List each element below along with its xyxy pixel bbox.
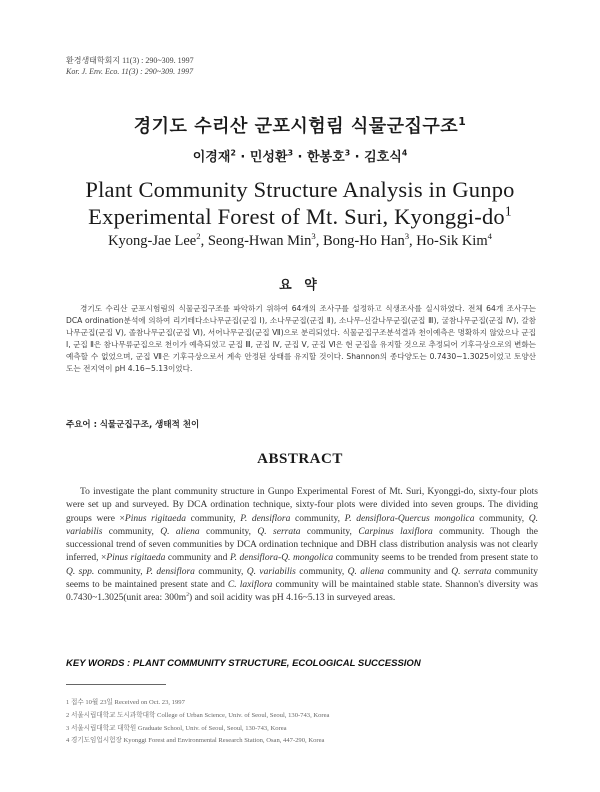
abstract-species-name: P. densiflora — [146, 566, 195, 577]
title-korean-footnote-mark: 1 — [458, 115, 467, 128]
author-en-2: Seong-Hwan Min — [207, 233, 312, 249]
abstract-species-name: Q. aliena — [347, 566, 385, 577]
korean-abstract-body: 경기도 수리산 군포시험림의 식물군집구조를 파악하기 위하여 64개의 조사구를 설정하고 식생조사를 실시하였다. 전체 64개 조사구는 DCA ordination분석에 의하여 리기테다소나무군집(군집 Ⅰ), 소나무군집(군집 Ⅱ), 소나무-신갈나무군집(군집 Ⅲ), 굴참나무군집(군집 Ⅳ), 갈참나무군집(군집 Ⅴ), 졸참나무군집(군집 Ⅵ), 서어나무군집(군집 Ⅶ)으로 분리되었다. 식물군집구조분석결과 천이예측은 명확하지 않았으나 군집 Ⅰ, 군집 Ⅱ은 참나무류군집으로 천이가 예측되었고 군집 Ⅲ, 군집 Ⅳ, 군집 Ⅴ, 군집 Ⅵ은 현 군집을 유지할 것으로 추정되어 기후극상으로의 변화는 예측할 수 없었으며, 군집 Ⅶ은 기후극상으로서 계속 안정된 상태를 유지할 것이다. Shannon의 종다양도는 0.7430~1.3025이었고 토양산도는 전지역이 pH 4.16~5.13이었다. — [66, 304, 536, 374]
abstract-species-name: Q. mongolica — [281, 553, 334, 564]
korean-keywords-text: 식물군집구조, 생태적 천이 — [99, 420, 200, 430]
korean-keywords — [66, 418, 199, 430]
abstract-species-name: Carpinus laxiflora — [358, 526, 433, 537]
authors-korean — [0, 146, 600, 165]
abstract-species-name: Q. aliena — [160, 526, 200, 537]
footnote-3: 3 서울시립대학교 대학원 Graduate School, Univ. of Seoul, Seoul, 130-743, Korea — [66, 724, 287, 732]
abstract-text-segment: community, — [290, 513, 345, 524]
abstract-species-name: Pinus rigitaeda — [124, 513, 186, 524]
english-keywords: KEY WORDS : PLANT COMMUNITY STRUCTURE, ECOLOGICAL SUCCESSION — [66, 658, 421, 669]
abstract-text-segment: community, — [295, 566, 348, 577]
author-ko-2-affil: 3 — [287, 148, 293, 158]
abstract-text-segment: community, — [300, 526, 359, 537]
abstract-species-name: Quercus mongolica — [397, 513, 475, 524]
author-en-2-affil: 3 — [311, 231, 316, 242]
author-en-4: Ho-Sik Kim — [416, 233, 488, 249]
abstract-text-segment: community. Though the successional trend of seven communities by DCA ordination technique and DBH class distribution analysis was not clearly inferred, × — [66, 526, 538, 564]
abstract-species-name: Q. serrata — [257, 526, 301, 537]
abstract-text-segment: community, — [199, 526, 258, 537]
korean-abstract-heading: 요 약 — [279, 278, 321, 293]
abstract-text-segment: community and — [384, 566, 452, 577]
author-ko-2: 민성환 — [249, 150, 288, 165]
authors-english — [0, 233, 600, 250]
footnote-divider — [66, 684, 166, 685]
author-ko-1-affil: 2 — [230, 148, 236, 158]
abstract-species-name: Q. variabilis — [66, 513, 538, 537]
author-ko-3: 한봉호 — [307, 150, 345, 165]
abstract-text-segment: community will be maintained stable state. Shannon's diversity was 0.7430~1.3025(unit area: 300m — [66, 580, 538, 604]
author-separator: · — [235, 150, 250, 165]
abstract-species-name: Pinus rigitaeda — [106, 553, 166, 564]
title-korean-text: 경기도 수리산 군포시험림 식물군집구조 — [133, 116, 459, 137]
author-ko-4: 김호식 — [364, 150, 402, 165]
abstract-text-segment: community, — [194, 566, 247, 577]
abstract-text-segment: community, — [94, 566, 147, 577]
author-separator: · — [350, 150, 365, 165]
abstract-species-name: C. laxiflora — [227, 580, 273, 591]
journal-citation-ko: 환경생태학회지 11(3) : 290~309. 1997 — [66, 56, 194, 65]
author-en-3: Bong-Ho Han — [322, 233, 405, 249]
author-separator: · — [293, 150, 307, 165]
author-en-3-affil: 3 — [404, 231, 410, 242]
title-english — [0, 176, 600, 230]
abstract-text-segment: community and — [165, 553, 230, 564]
title-korean — [0, 112, 600, 138]
abstract-species-name: Q. serrata — [451, 566, 492, 577]
abstract-text-segment: community, — [186, 513, 241, 524]
author-separator-en: , — [200, 233, 208, 249]
abstract-species-name: P. densiflora — [229, 553, 279, 564]
author-separator-en: , — [409, 233, 417, 249]
author-en-4-affil: 4 — [487, 231, 492, 242]
abstract-text-segment: 2 — [186, 592, 190, 599]
abstract-species-name: Q. spp. — [66, 566, 95, 577]
journal-citation — [66, 55, 194, 77]
abstract-species-name: P. densiflora — [344, 513, 395, 524]
footnotes — [66, 697, 546, 748]
abstract-text-segment: - — [394, 513, 398, 524]
author-separator-en: , — [315, 233, 323, 249]
abstract-species-name: Q. variabilis — [246, 566, 296, 577]
abstract-species-name: P. densiflora — [240, 513, 291, 524]
title-english-footnote-mark: 1 — [504, 203, 512, 219]
abstract-text-segment: community seems to be trended from present state to — [333, 553, 538, 564]
author-ko-4-affil: 4 — [401, 148, 408, 158]
korean-keywords-label: 주요어 : — [66, 420, 97, 430]
author-ko-1: 이경재 — [192, 150, 231, 165]
author-en-1: Kyong-Jae Lee — [108, 233, 197, 249]
author-en-1-affil: 2 — [196, 231, 201, 242]
abstract-heading: ABSTRACT — [257, 451, 343, 467]
author-ko-3-affil: 3 — [344, 148, 351, 158]
abstract-text-segment: - — [278, 553, 282, 564]
journal-citation-en: Kor. J. Env. Eco. 11(3) : 290~309. 1997 — [66, 67, 194, 76]
abstract-text-segment: To investigate the plant community structure in Gunpo Experimental Forest of Mt. Suri, Kyonggi-do, sixty-four plots were set up and surveyed. By DCA ordination technique, sixty-four plots were divided into seven groups. The dividing groups were × — [66, 487, 538, 524]
title-english-line-2: Experimental Forest of Mt. Suri, Kyonggi-do — [88, 204, 505, 229]
title-english-line-1: Plant Community Structure Analysis in Gunpo — [85, 177, 515, 202]
abstract-text-segment: community, — [474, 513, 529, 524]
footnote-4: 4 경기도임업시험장 Kyonggi Forest and Environmental Research Station, Osan, 447-290, Korea — [66, 737, 325, 745]
footnote-1: 1 접수 10월 23일 Received on Oct. 23, 1997 — [66, 699, 185, 706]
abstract-text-segment: community, — [102, 526, 161, 537]
abstract-text-segment: community seems to be maintained present state and — [66, 566, 538, 591]
footnote-2: 2 서울시립대학교 도시과학대학 College of Urban Science, Univ. of Seoul, Seoul, 130-743, Korea — [66, 711, 330, 719]
abstract-text-segment: ) and soil acidity was pH 4.16~5.13 in surveyed areas. — [189, 593, 396, 604]
english-abstract-body — [66, 486, 538, 606]
